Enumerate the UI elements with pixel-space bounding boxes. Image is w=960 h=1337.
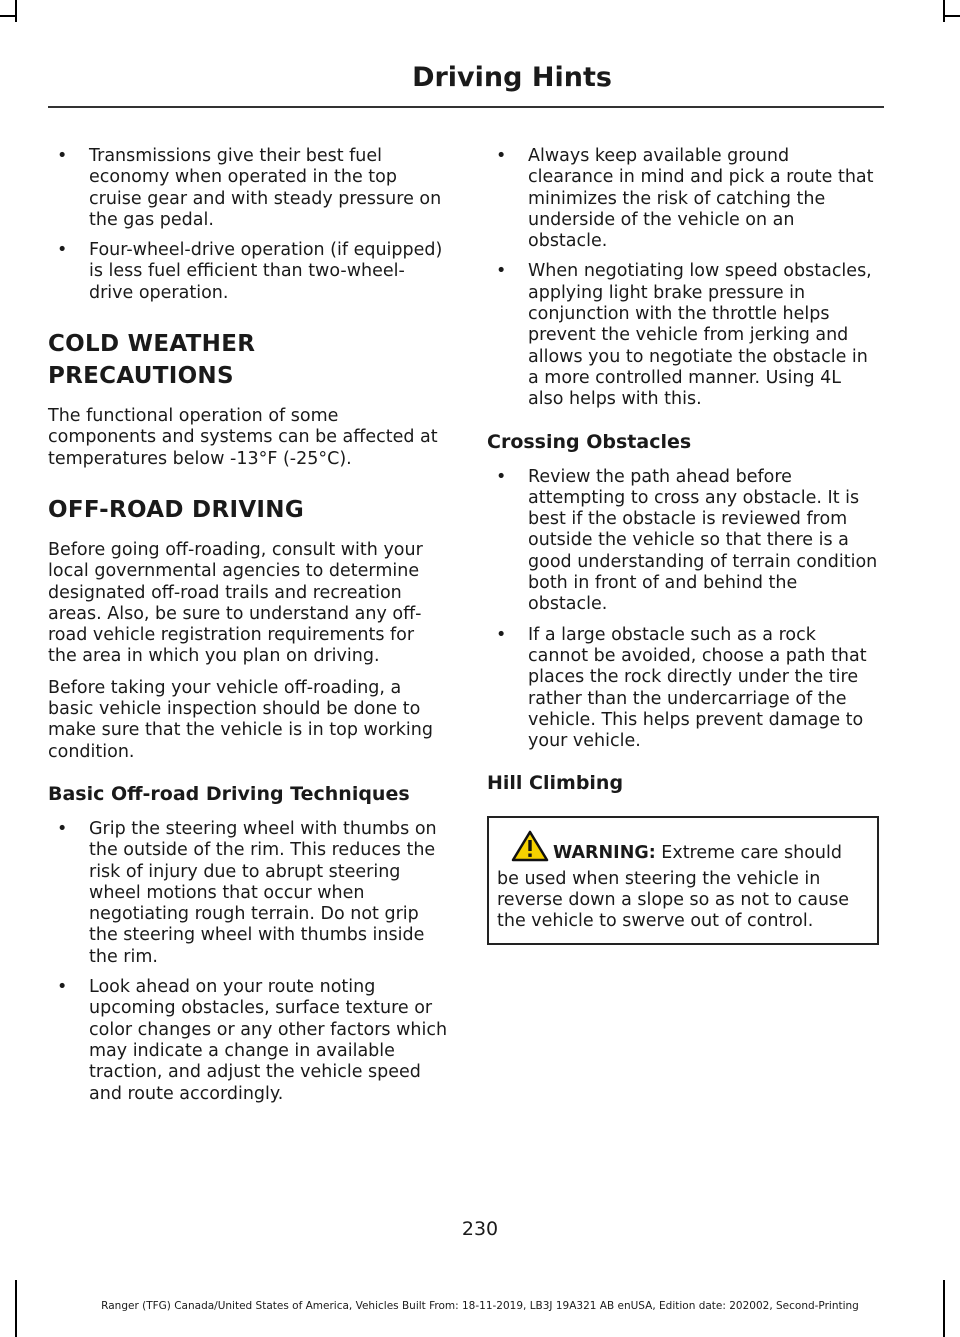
list-item xyxy=(48,977,448,1105)
crop-mark-top-right-horizontal xyxy=(945,15,960,17)
page-number: 230 xyxy=(461,1218,499,1240)
list-item-text: Transmissions give their best fuel economy when operated in the top cruise gear and with steady pressure on the gas pedal. xyxy=(89,146,442,230)
bullet: • xyxy=(57,818,68,839)
heading-line: PRECAUTIONS xyxy=(48,363,234,390)
cold-weather-heading xyxy=(48,328,448,392)
bullet: • xyxy=(496,146,507,166)
list-item-text: Look ahead on your route noting upcoming obstacles, surface texture or color changes or any other factors which may indicate a change in available traction, and adjust the vehicle speed and route accordingly. xyxy=(89,977,448,1104)
footer-edition-info: Ranger (TFG) Canada/United States of America, Vehicles Built From: 18-11-2019, LB3J 19A321 AB enUSA, Edition date: 202002, Second-Printing xyxy=(101,1300,859,1312)
left-column xyxy=(48,146,448,1114)
list-item xyxy=(487,146,879,252)
list-item xyxy=(48,240,448,304)
crossing-obstacles-heading: Crossing Obstacles xyxy=(487,430,692,453)
offroad-heading: OFF-ROAD DRIVING xyxy=(48,496,305,523)
list-item-text: Review the path ahead before attempting to cross any obstacle. It is best if the obstacle is reviewed from outside the vehicle so that there is a good understanding of terrain condition both in front of and behind the obstacle. xyxy=(528,466,878,615)
list-item-text: Four-wheel-drive operation (if equipped) is less fuel efficient than two-wheel-drive operation. xyxy=(89,240,443,303)
bullet: • xyxy=(57,146,68,166)
page-header xyxy=(0,62,960,93)
header-rule xyxy=(48,106,884,108)
list-item-text: If a large obstacle such as a rock cannot be avoided, choose a path that places the rock directly under the tire rather than the undercarriage of the vehicle. This helps prevent damage to your vehicle. xyxy=(528,624,867,752)
list-item-text: When negotiating low speed obstacles, applying light brake pressure in conjunction with the throttle helps prevent the vehicle from jerking and allows you to negotiate the obstacle in a more controlled manner. Using 4L also helps with this. xyxy=(528,261,872,410)
header-title: Driving Hints xyxy=(412,62,612,93)
bullet: • xyxy=(57,977,68,998)
list-item xyxy=(487,467,879,616)
basic-techniques-heading: Basic Off-road Driving Techniques xyxy=(48,782,410,805)
bullet: • xyxy=(57,240,68,261)
crop-mark-top-left-horizontal xyxy=(0,15,15,17)
list-item xyxy=(487,261,879,410)
warning-label: WARNING: xyxy=(553,843,656,864)
fuel-economy-list xyxy=(48,146,448,304)
bullet: • xyxy=(496,466,507,487)
offroad-paragraph: Before taking your vehicle off-roading, a basic vehicle inspection should be done to make sure that the vehicle is in top working condition. xyxy=(48,677,433,762)
list-item-text: Grip the steering wheel with thumbs on the outside of the rim. This reduces the risk of injury due to abrupt steering wheel motions that occur when negotiating rough terrain. Do not grip the steering wheel with thumbs inside the rim. xyxy=(89,818,437,967)
ground-clearance-list xyxy=(487,146,879,411)
list-item-text: Always keep available ground clearance in mind and pick a route that minimizes the risk of catching the underside of the vehicle on an obstacle. xyxy=(528,146,874,252)
crossing-obstacles-list xyxy=(487,467,879,753)
bullet: • xyxy=(496,624,507,645)
warning-triangle-icon xyxy=(511,830,549,868)
crop-mark-top-left-vertical xyxy=(15,0,17,22)
warning-text: Extreme care should be used when steering the vehicle in reverse down a slope so as not to cause the vehicle to swerve out of control. xyxy=(497,843,849,932)
warning-box xyxy=(487,816,879,944)
list-item xyxy=(48,819,448,968)
right-column xyxy=(487,146,879,945)
offroad-paragraph: Before going off-roading, consult with your local governmental agencies to determine designated off-road trails and recreation areas. Also, be sure to understand any off-road vehicle registration requirements for the area in which you plan on driving. xyxy=(48,539,423,667)
list-item xyxy=(48,146,448,231)
basic-techniques-list xyxy=(48,819,448,1105)
heading-line: COLD WEATHER xyxy=(48,331,256,358)
list-item xyxy=(487,625,879,753)
cold-weather-text: The functional operation of some components and systems can be affected at temperatures below -13°F (-25°C). xyxy=(48,406,438,469)
hill-climbing-heading: Hill Climbing xyxy=(487,772,624,795)
bullet: • xyxy=(496,261,507,282)
crop-mark-top-right-vertical xyxy=(943,0,945,22)
